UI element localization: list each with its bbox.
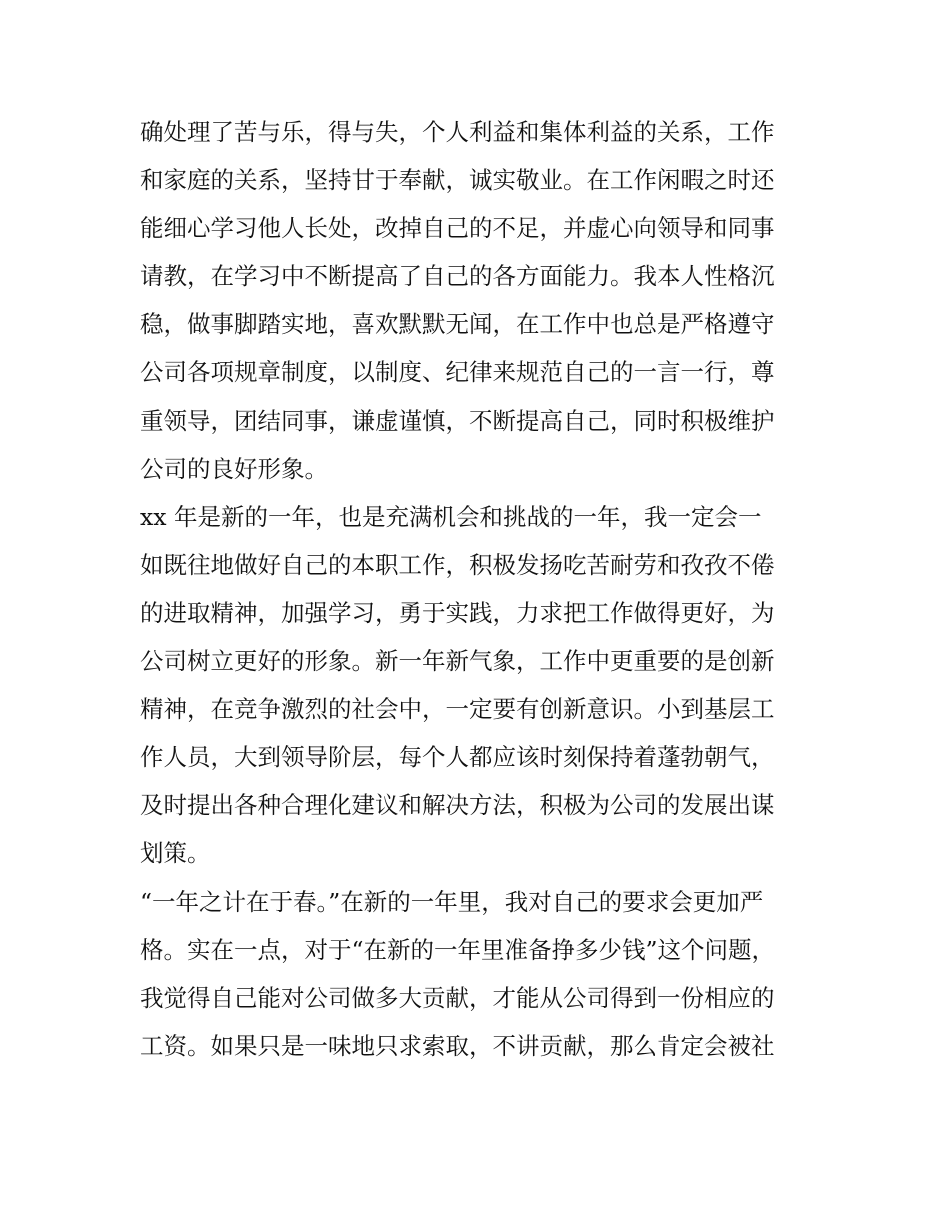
text-line: 划策。 — [140, 839, 211, 868]
text-line: 公司各项规章制度，以制度、纪律来规范自己的一言一行，尊 — [140, 358, 775, 387]
text-line: 作人员，大到领导阶层，每个人都应该时刻保持着蓬勃朝气， — [140, 743, 775, 772]
text-line: 如既往地做好自己的本职工作，积极发扬吃苦耐劳和孜孜不倦 — [140, 550, 775, 579]
text-line: xx 年是新的一年，也是充满机会和挑战的一年，我一定会一 — [140, 502, 762, 531]
text-line: 工资。如果只是一味地只求索取，不讲贡献，那么肯定会被社 — [140, 1031, 775, 1060]
text-line: 的进取精神，加强学习，勇于实践，力求把工作做得更好，为 — [140, 598, 775, 627]
text-line: 及时提出各种合理化建议和解决方法，积极为公司的发展出谋 — [140, 791, 775, 820]
text-line: 稳，做事脚踏实地，喜欢默默无闻，在工作中也总是严格遵守 — [140, 310, 775, 339]
text-line: 能细心学习他人长处，改掉自己的不足，并虚心向领导和同事 — [140, 214, 775, 243]
text-line: 精神，在竞争激烈的社会中，一定要有创新意识。小到基层工 — [140, 695, 775, 724]
text-line: 我觉得自己能对公司做多大贡献，才能从公司得到一份相应的 — [140, 983, 775, 1012]
text-line: 请教，在学习中不断提高了自己的各方面能力。我本人性格沉 — [140, 262, 775, 291]
text-line: 格。实在一点，对于“在新的一年里准备挣多少钱”这个问题， — [140, 935, 776, 964]
text-line: 和家庭的关系，坚持甘于奉献，诚实敬业。在工作闲暇之时还 — [140, 166, 775, 195]
text-line: “一年之计在于春。”在新的一年里，我对自己的要求会更加严 — [140, 887, 764, 916]
text-line: 公司树立更好的形象。新一年新气象，工作中更重要的是创新 — [140, 647, 775, 676]
text-line: 重领导，团结同事，谦虚谨慎，不断提高自己，同时积极维护 — [140, 406, 775, 435]
text-line: 确处理了苦与乐，得与失，个人利益和集体利益的关系，工作 — [140, 118, 775, 146]
text-line: 公司的良好形象。 — [140, 454, 328, 483]
document-body — [140, 108, 820, 1070]
